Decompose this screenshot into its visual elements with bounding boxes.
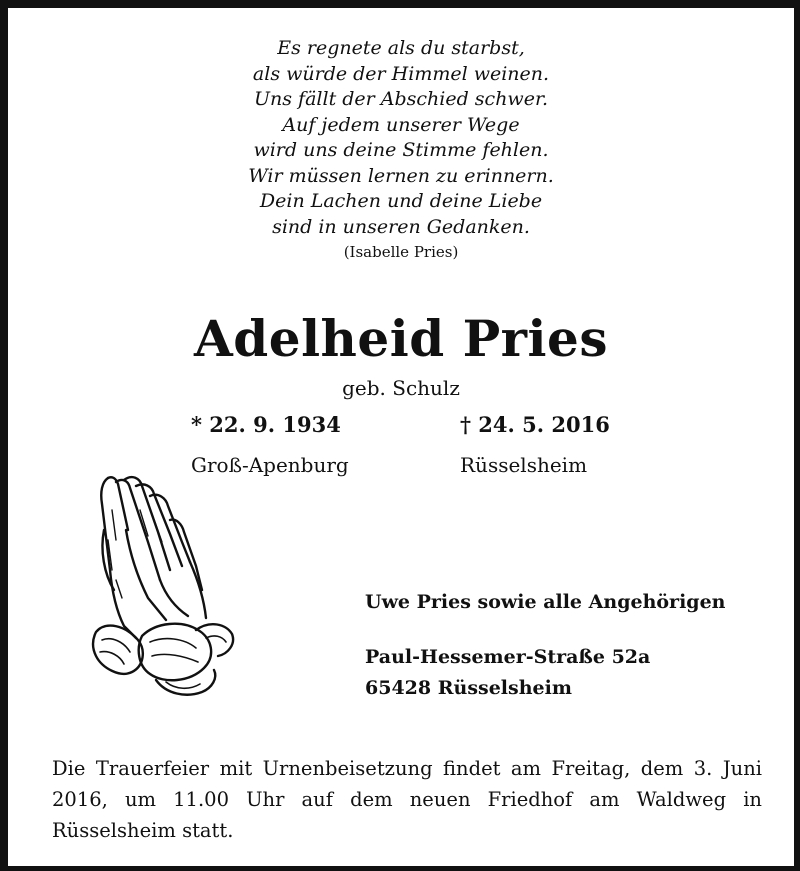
poem-line: wird uns deine Stimme fehlen. (253, 139, 549, 161)
death-place: Rüsselsheim (460, 453, 588, 477)
poem-line: Es regnete als du starbst, (277, 37, 525, 59)
birth-date: * 22. 9. 1934 (191, 412, 341, 437)
maiden-name: geb. Schulz (342, 376, 460, 400)
poem-line: als würde der Himmel weinen. (252, 62, 550, 85)
death-date: † 24. 5. 2016 (460, 412, 610, 437)
poem-line: Dein Lachen und deine Liebe (259, 190, 543, 212)
deceased-name: Adelheid Pries (194, 309, 608, 368)
address-city: 65428 Rüsselsheim (365, 677, 572, 699)
address (365, 642, 650, 704)
poem-line: Wir müssen lernen zu erinnern. (248, 164, 554, 187)
funeral-notice: Die Trauerfeier mit Urnenbeisetzung findet am Freitag, dem 3. Juni 2016, um 11.00 Uhr auf dem neuen Friedhof am Waldweg in Rüsselsheim statt. (52, 757, 762, 842)
poem-line: sind in unseren Gedanken. (272, 215, 530, 238)
poem (8, 36, 794, 263)
poem-line: Auf jedem unserer Wege (282, 113, 520, 136)
poem-line: Uns fällt der Abschied schwer. (254, 88, 548, 110)
praying-hands-icon (86, 470, 238, 706)
birth-place: Groß-Apenburg (191, 453, 349, 477)
poem-author: (Isabelle Pries) (343, 243, 459, 261)
mourners: Uwe Pries sowie alle Angehörigen (365, 591, 726, 613)
address-street: Paul-Hessemer-Straße 52a (365, 646, 651, 668)
